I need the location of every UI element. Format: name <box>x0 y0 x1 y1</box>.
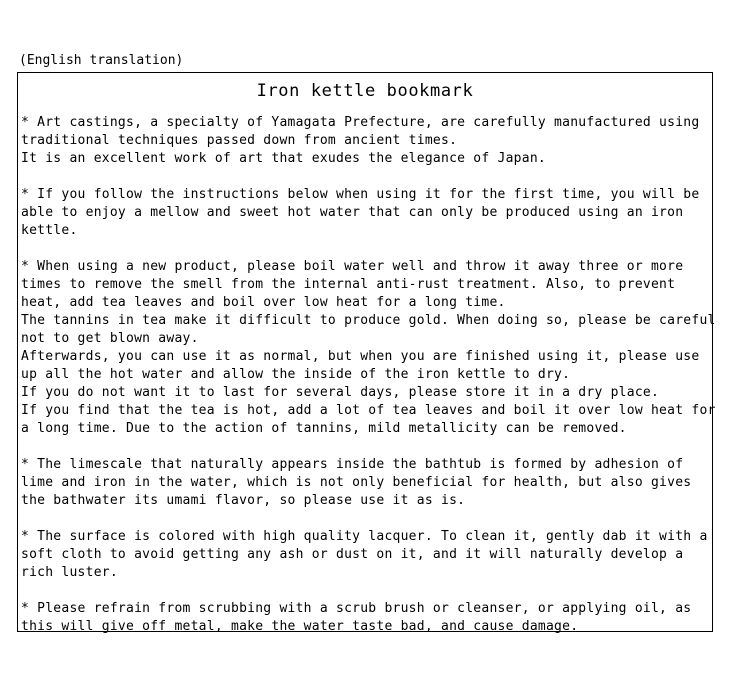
translation-caption: (English translation) <box>19 53 184 68</box>
page-title: Iron kettle bookmark <box>256 81 474 101</box>
paragraph-limescale: * The limescale that naturally appears inside the bathtub is formed by adhesion of lime and iron in the water, which is not only beneficial for health, but also gives the bathwater its umami flavor, so please use it as is. <box>21 457 692 508</box>
paragraph-warning: * Please refrain from scrubbing with a scrub brush or cleanser, or applying oil, as this will give off metal, make the water taste bad, and cause damage. <box>21 601 692 634</box>
paragraph-surface-care: * The surface is colored with high quality lacquer. To clean it, gently dab it with a soft cloth to avoid getting any ash or dust on it, and it will naturally develop a rich luster. <box>21 529 708 580</box>
bookmark-text-box <box>17 72 716 634</box>
paragraph-first-use: * If you follow the instructions below when using it for the first time, you will be able to enjoy a mellow and sweet hot water that can only be produced using an iron kettle. <box>21 187 700 238</box>
paragraph-new-product: * When using a new product, please boil water well and throw it away three or more times to remove the smell from the internal anti-rust treatment. Also, to prevent heat, add tea leaves and boil over low heat for a long time. The tannins in tea make it difficult to produce gold. When doing so, please be careful not to get blown away. Afterwards, you can use it as normal, but when you are finished using it, please use up all the hot water and allow the inside of the iron kettle to dry. If you do not want it to last for several days, please store it in a dry place. If you find that the tea is hot, add a lot of tea leaves and boil it over low heat for a long time. Due to the action of tannins, mild metallicity can be removed. <box>21 259 716 436</box>
instructions-body <box>21 114 716 636</box>
paragraph-art-castings: * Art castings, a specialty of Yamagata Prefecture, are carefully manufactured using traditional techniques passed down from ancient times. It is an excellent work of art that exudes the elegance of Japan. <box>21 115 700 166</box>
